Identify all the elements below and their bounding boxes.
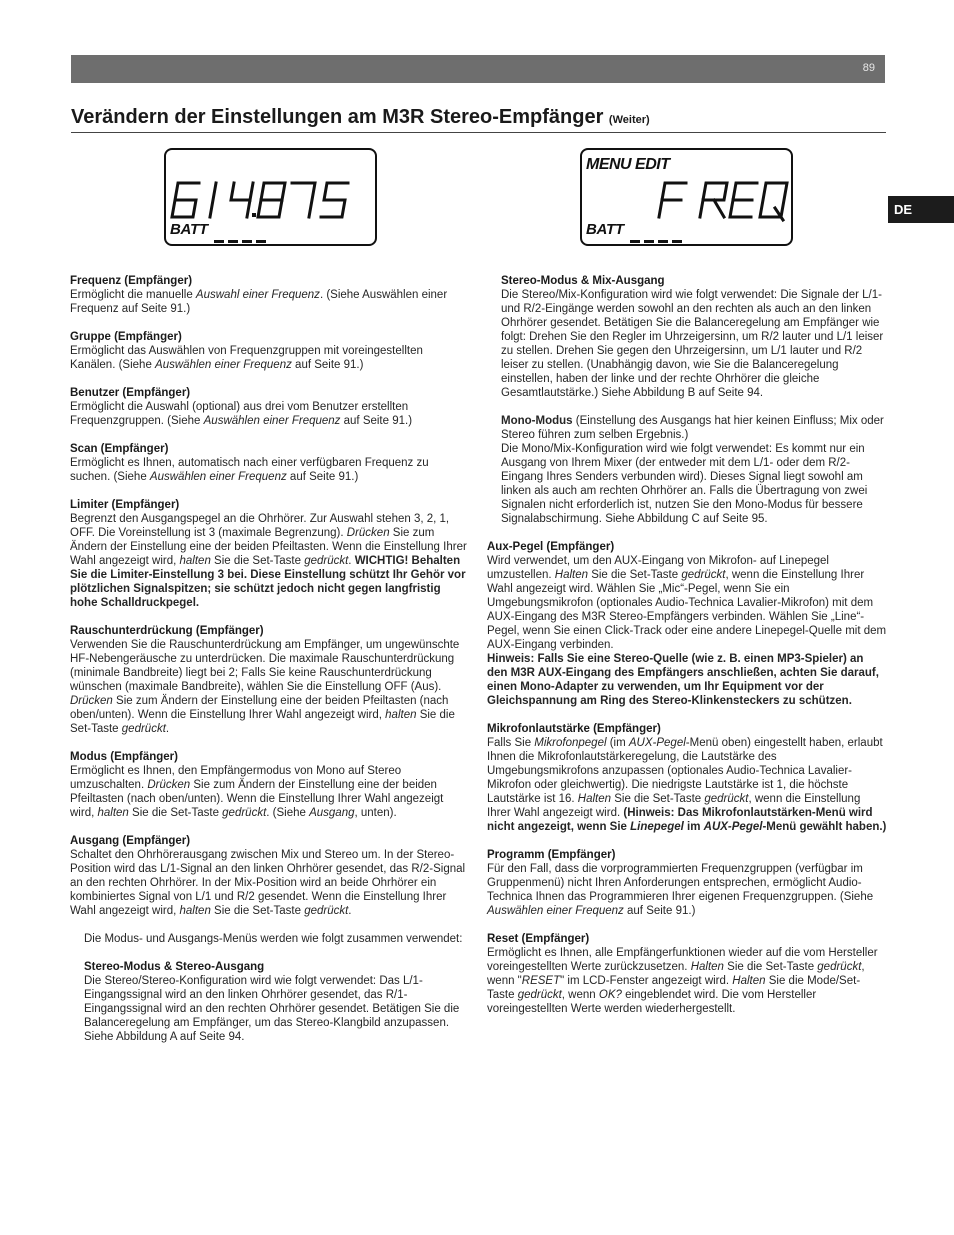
section-limiter bbox=[70, 498, 470, 610]
title-divider bbox=[71, 132, 886, 133]
section-frequenz bbox=[70, 274, 470, 316]
right-column bbox=[487, 274, 887, 1030]
header-bar bbox=[71, 55, 885, 83]
section-text: Begrenzt den Ausgangspegel an die Ohrhörer. Zur Auswahl stehen 3, 2, 1, OFF. Die Voreinstellung ist 3 (maximale Begrenzung). Drücken Sie zum Ändern der Einstellung eine der beiden Pfeiltasten. Wenn die Einstellung Ihrer Wahl angezeigt wird, halten Sie die Set-Taste gedrückt. WICHTIG! Behalten Sie die Limiter-Einstellung 3 bei. Diese Einstellung schützt Ihr Gehör vor plötzlichen Signalspitzen; sie schützt jedoch nicht gegen langfristig hohe Schalldruckpegel. bbox=[70, 513, 467, 609]
section-stereo-mix bbox=[487, 274, 887, 400]
section-rauschunterdrueckung bbox=[70, 624, 470, 736]
section-text: Ermöglicht die Auswahl (optional) aus drei vom Benutzer erstellten Frequenzgruppen. (Siehe Auswählen einer Frequenz auf Seite 91.) bbox=[70, 401, 413, 427]
section-zusammen bbox=[70, 932, 470, 946]
section-heading: Modus (Empfänger) bbox=[70, 751, 178, 763]
batt-label: BATT bbox=[170, 221, 208, 238]
section-text: Die Modus- und Ausgangs-Menüs werden wie folgt zusammen verwendet: bbox=[84, 933, 463, 945]
section-note: Hinweis: Falls Sie eine Stereo-Quelle (wie z. B. einen MP3-Spieler) an den M3R AUX-Eingang des Empfängers anschließen, achten Sie darauf, einen Mono-Adapter zu verwenden, um Ihr Equipment vor der Gleichspannung am Ring des Stereo-Klinkensteckers zu schützen. bbox=[487, 653, 879, 707]
section-heading: Ausgang (Empfänger) bbox=[70, 835, 191, 847]
section-heading: Rauschunterdrückung (Empfänger) bbox=[70, 625, 264, 637]
section-heading: Limiter (Empfänger) bbox=[70, 499, 180, 511]
page-number: 89 bbox=[862, 62, 875, 74]
left-column bbox=[70, 274, 470, 1058]
section-text: Verwenden Sie die Rauschunterdrückung am Empfänger, um ungewünschte HF-Nebengeräusche zu unterdrücken. Die maximale Rauschunterdrückung (minimale Bandbreite) liegt bei 2; Falls Sie keine Rauschunterdrückung wünschen (maximale Bandbreite), wählen Sie die Einstellung OFF (Aus). Drücken Sie zum Ändern der Einstellung eine der beiden Pfeiltasten (nach oben/unten). Wenn die Einstellung Ihrer Wahl angezeigt wird, halten Sie die Set-Taste gedrückt. bbox=[70, 639, 460, 735]
section-scan bbox=[70, 442, 470, 484]
section-text: Ermöglicht das Auswählen von Frequenzgruppen mit voreingestellten Kanälen. (Siehe Auswählen einer Frequenz auf Seite 91.) bbox=[70, 345, 423, 371]
section-aux-pegel bbox=[487, 540, 887, 708]
section-heading: Benutzer (Empfänger) bbox=[70, 387, 191, 399]
section-mono-modus bbox=[487, 414, 887, 526]
section-heading: Frequenz (Empfänger) bbox=[70, 275, 193, 287]
section-mikrofonlautstaerke bbox=[487, 722, 887, 834]
section-reset bbox=[487, 932, 887, 1016]
section-text: Für den Fall, dass die vorprogrammierten Frequenzgruppen (verfügbar im Gruppenmenü) nicht Ihren Anforderungen entsprechen, ermöglicht Audio-Technica Ihnen das Programmieren Ihrer eigenen Frequenzgruppen. (Siehe Auswählen einer Frequenz auf Seite 91.) bbox=[487, 863, 874, 917]
battery-level-dashes bbox=[214, 230, 270, 233]
lcd-display-frequency bbox=[164, 148, 377, 246]
section-heading: Gruppe (Empfänger) bbox=[70, 331, 182, 343]
section-gruppe bbox=[70, 330, 470, 372]
section-ausgang bbox=[70, 834, 470, 918]
section-heading: Programm (Empfänger) bbox=[487, 849, 616, 861]
section-text: Ermöglicht die manuelle Auswahl einer Frequenz. (Siehe Auswählen einer Frequenz auf Seite 91.) bbox=[70, 289, 448, 315]
page-title-main: Verändern der Einstellungen am M3R Stereo-Empfänger bbox=[71, 106, 604, 128]
section-benutzer bbox=[70, 386, 470, 428]
section-text: Falls Sie Mikrofonpegel (im AUX-Pegel-Menü oben) eingestellt haben, erlaubt Ihnen die Mikrofonlautstärkeregelung, die Lautstärke des Umgebungsmikrofons anzupassen (optionales Audio-Technica Lavalier-Mikrofon oder gleichwertig). Die niedrigste Lautstärke ist 1, die höchste Lautstärke ist 16. Halten Sie die Set-Taste gedrückt, wenn die Einstellung Ihrer Wahl angezeigt wird. (Hinweis: Das Mikrofonlautstärken-Menü wird nicht angezeigt, wenn Sie Linepegel im AUX-Pegel-Menü gewählt haben.) bbox=[487, 737, 887, 833]
section-text: Die Stereo/Stereo-Konfiguration wird wie folgt verwendet: Das L/1-Eingangssignal wird an den linken Ohrhörer gesendet, das R/1-Eingangssignal wird an den rechten Ohrhörer gesendet. Betätigen Sie die Balanceregelung am Empfänger, um das Stereo-Klangbild anzupassen. Siehe Abbildung A auf Seite 94. bbox=[84, 975, 460, 1043]
section-text: Schaltet den Ohrhörerausgang zwischen Mix und Stereo um. In der Stereo-Position wird das L/1-Signal an den linken Ohrhörer gesendet, das R/2-Signal an den rechten Ohrhörer. In der Mix-Position wird an beide Ohrhörer ein kombiniertes Signal von L/1 und R/2 gesendet. Wenn die Einstellung Ihrer Wahl angezeigt wird, halten Sie die Set-Taste gedrückt. bbox=[70, 849, 466, 917]
section-modus bbox=[70, 750, 470, 820]
batt-label: BATT bbox=[586, 221, 624, 238]
menu-edit-label: MENU EDIT bbox=[586, 156, 670, 173]
section-text: Ermöglicht es Ihnen, den Empfängermodus von Mono auf Stereo umzuschalten. Drücken Sie zum Ändern der Einstellung eine der beiden Pfeiltasten (nach oben/unten). Wenn die Einstellung Ihrer Wahl angezeigt wird, halten Sie die Set-Taste gedrückt. (Siehe Ausgang, unten). bbox=[70, 765, 444, 819]
section-heading: Scan (Empfänger) bbox=[70, 443, 169, 455]
language-tab: DE bbox=[888, 196, 954, 223]
section-heading: Stereo-Modus & Stereo-Ausgang bbox=[84, 961, 265, 973]
lcd-display-menu bbox=[580, 148, 793, 246]
section-heading: Reset (Empfänger) bbox=[487, 933, 590, 945]
page-title bbox=[71, 106, 886, 129]
section-heading: Aux-Pegel (Empfänger) bbox=[487, 541, 615, 553]
section-text: Mono-Modus (Einstellung des Ausgangs hat hier keinen Einfluss; Mix oder Stereo führen zum selben Ergebnis.) bbox=[501, 415, 884, 441]
section-text: Die Mono/Mix-Konfiguration wird wie folgt verwendet: Es kommt nur ein Ausgang von Ihrem Mixer (der entweder mit dem L/1- oder dem R/2-Eingang Ihres Senders verbunden wird). Dieses Signal liegt sowohl am linken als auch am rechten Ohrhörer an. Falls die Übertragung von zwei Signalen nicht erforderlich ist, nutzen Sie den Mono-Modus für bessere Signalabschirmung. Siehe Abbildung C auf Seite 95. bbox=[501, 443, 868, 525]
section-heading: Stereo-Modus & Mix-Ausgang bbox=[501, 275, 665, 287]
section-stereo-stereo bbox=[70, 960, 470, 1044]
page-title-sub: (Weiter) bbox=[608, 114, 650, 126]
section-heading: Mikrofonlautstärke (Empfänger) bbox=[487, 723, 661, 735]
section-text: Die Stereo/Mix-Konfiguration wird wie folgt verwendet: Die Signale der L/1- und R/2-Eingänge werden sowohl an den rechten als auch an den linken Ohrhörer gesendet. Betätigen Sie die Balanceregelung am Empfänger wie folgt: Drehen Sie den Regler im Uhrzeigersinn, um R/2 lauter und L/1 leiser zu stellen. Drehen Sie gegen den Uhrzeigersinn, um L/1 lauter und R/2 leiser zu stellen. (Unabhängig davon, wie Sie die Balanceregelung einstellen, haben der linke und der rechte Ohrhörer die gleiche Gesamtlautstärke.) Siehe Abbildung B auf Seite 94. bbox=[501, 289, 884, 399]
section-text: Ermöglicht es Ihnen, automatisch nach einer verfügbaren Frequenz zu suchen. (Siehe Auswählen einer Frequenz auf Seite 91.) bbox=[70, 457, 429, 483]
section-text: Wird verwendet, um den AUX-Eingang von Mikrofon- auf Linepegel umzustellen. Halten Sie die Set-Taste gedrückt, wenn die Einstellung Ihrer Wahl angezeigt wird. Wählen Sie „Mic“-Pegel, wenn Sie ein Umgebungsmikrofon (optionales Audio-Technica Lavalier-Mikrofon) mit dem AUX-Eingang des M3R Stereo-Empfängers verbinden. Wählen Sie „Line“-Pegel, wenn Sie einen Click-Track oder eine andere Linepegel-Quelle mit dem AUX-Eingang verbinden. bbox=[487, 555, 887, 651]
section-text: Ermöglicht es Ihnen, alle Empfängerfunktionen wieder auf die vom Hersteller voreingestellten Werte zurückzusetzen. Halten Sie die Set-Taste gedrückt, wenn "RESET" im LCD-Fenster angezeigt wird. Halten Sie die Mode/Set-Taste gedrückt, wenn OK? eingeblendet wird. Die vom Hersteller voreingestellten Werte werden wiederhergestellt. bbox=[487, 947, 878, 1015]
section-programm bbox=[487, 848, 887, 918]
battery-level-dashes bbox=[630, 230, 686, 233]
